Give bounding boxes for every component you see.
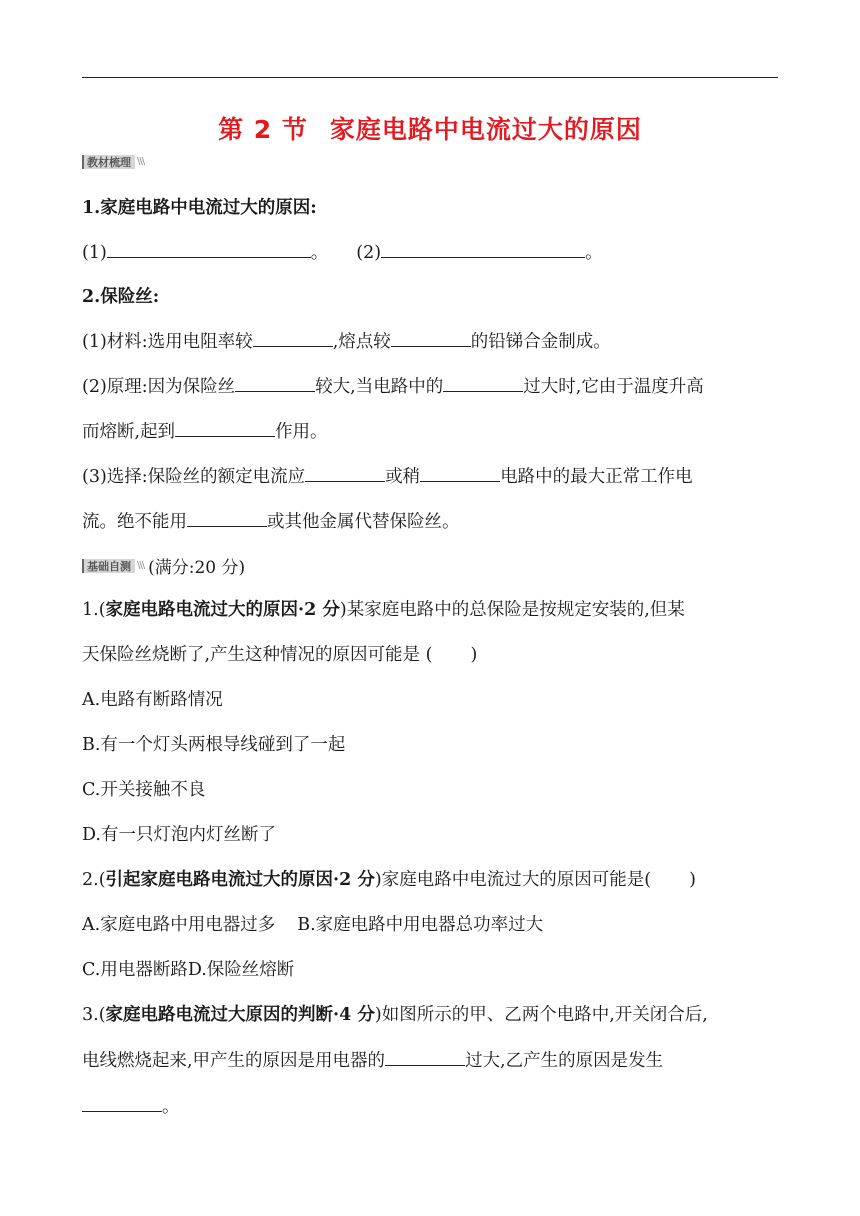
e1-stem-line-1 <box>82 598 782 622</box>
q2-l5a: 流。绝不能用 <box>82 512 187 532</box>
e1-option-a[interactable]: A.电路有断路情况 <box>82 690 223 710</box>
q2-l4c: 电路中的最大正常工作电 <box>500 467 693 487</box>
q2-line-5 <box>82 509 782 534</box>
e2-option-b[interactable]: B.家庭电路中用电器总功率过大 <box>297 915 544 935</box>
q1-blank-1[interactable] <box>107 240 311 258</box>
tag-label: 基础自测 <box>82 559 135 573</box>
q2-blank-2[interactable] <box>391 329 471 347</box>
tag-basic-test <box>82 557 246 578</box>
e3-blank-1[interactable] <box>385 1048 465 1066</box>
q2-line-4 <box>82 464 782 489</box>
top-rule <box>82 77 778 78</box>
page-title <box>0 110 860 146</box>
q2-blank-4[interactable] <box>443 374 523 392</box>
tag-textbook-review <box>82 153 144 170</box>
e3-stem-line-1 <box>82 1003 782 1027</box>
q2-blank-7[interactable] <box>420 464 500 482</box>
e2-option-a[interactable]: A.家庭电路中用电器过多 <box>82 915 276 935</box>
q2-line-3 <box>82 419 782 444</box>
q1-blanks-line <box>82 240 782 265</box>
e1-stem-b1: 天保险丝烧断了,产生这种情况的原因可能是 ( <box>82 645 433 665</box>
q2-l3a: 而熔断,起到 <box>82 422 176 442</box>
q2-l1a: (1)材料:选用电阻率较 <box>82 332 253 352</box>
q2-l2b: 较大,当电路中的 <box>315 377 444 397</box>
e2-options-ab <box>82 913 782 937</box>
section-number: 第 2 节 <box>218 115 308 144</box>
e1-stem-a: )某家庭电路中的总保险是按规定安装的,但某 <box>339 600 685 620</box>
q2-blank-3[interactable] <box>235 374 315 392</box>
e3-stem-a: )如图所示的甲、乙两个电路中,开关闭合后, <box>374 1005 708 1025</box>
q2-l4a: (3)选择:保险丝的额定电流应 <box>82 467 306 487</box>
e3-stem-line-2 <box>82 1048 782 1073</box>
e2-num: 2.( <box>82 870 106 890</box>
q2-l5b: 或其他金属代替保险丝。 <box>267 512 460 532</box>
e1-option-d[interactable]: D.有一只灯泡内灯丝断了 <box>82 825 276 845</box>
q2-l1c: 的铅锑合金制成。 <box>470 332 611 352</box>
q2-line-2 <box>82 374 782 399</box>
q1-end2: 。 <box>585 243 603 263</box>
e3-blank-2[interactable] <box>82 1094 162 1112</box>
q2-blank-1[interactable] <box>253 329 333 347</box>
e1-option-c[interactable]: C.开关接触不良 <box>82 780 206 800</box>
q2-blank-8[interactable] <box>187 509 267 527</box>
e3-topic: 家庭电路电流过大原因的判断·4 分 <box>105 1005 375 1025</box>
e1-stem-line-2 <box>82 643 782 667</box>
e1-option-b[interactable]: B.有一个灯头两根导线碰到了一起 <box>82 735 346 755</box>
e2-stem-b: ) <box>689 870 696 890</box>
q1-p2: (2) <box>356 243 382 263</box>
e2-stem-line <box>82 868 782 892</box>
e1-num: 1.( <box>82 600 106 620</box>
tag-slashes-icon: \\\ <box>137 156 145 167</box>
q1-p1: (1) <box>82 243 107 263</box>
tag-label: 教材梳理 <box>82 155 135 169</box>
e2-topic: 引起家庭电路电流过大的原因·2 分 <box>105 870 375 890</box>
e3-l2b: 过大,乙产生的原因是发生 <box>465 1051 664 1071</box>
q1-blank-2[interactable] <box>381 240 585 258</box>
tag-slashes-icon: \\\ <box>137 560 145 571</box>
e3-l2a: 电线燃烧起来,甲产生的原因是用电器的 <box>82 1051 386 1071</box>
q2-line-1 <box>82 329 782 354</box>
q2-blank-5[interactable] <box>175 419 275 437</box>
score-note: (满分:20 分) <box>148 558 246 578</box>
q2-l1b: ,熔点较 <box>332 332 391 352</box>
q2-heading: 2.保险丝: <box>82 287 160 307</box>
q2-l4b: 或稍 <box>385 467 421 487</box>
e3-stem-line-3 <box>82 1094 782 1119</box>
q1-end1: 。 <box>310 243 329 263</box>
q2-l2c: 过大时,它由于温度升高 <box>523 377 704 397</box>
q2-l3b: 作用。 <box>275 422 328 442</box>
section-title: 家庭电路中电流过大的原因 <box>329 115 642 144</box>
e2-stem-a: )家庭电路中电流过大的原因可能是( <box>374 870 652 890</box>
e1-stem-b2: ) <box>470 645 478 665</box>
q2-blank-6[interactable] <box>305 464 385 482</box>
e2-option-cd[interactable]: C.用电器断路D.保险丝熔断 <box>82 960 295 980</box>
e3-num: 3.( <box>82 1005 106 1025</box>
e1-topic: 家庭电路电流过大的原因·2 分 <box>105 600 340 620</box>
e3-l3: 。 <box>162 1097 180 1117</box>
q2-l2a: (2)原理:因为保险丝 <box>82 377 236 397</box>
q1-heading: 1.家庭电路中电流过大的原因: <box>82 198 317 218</box>
